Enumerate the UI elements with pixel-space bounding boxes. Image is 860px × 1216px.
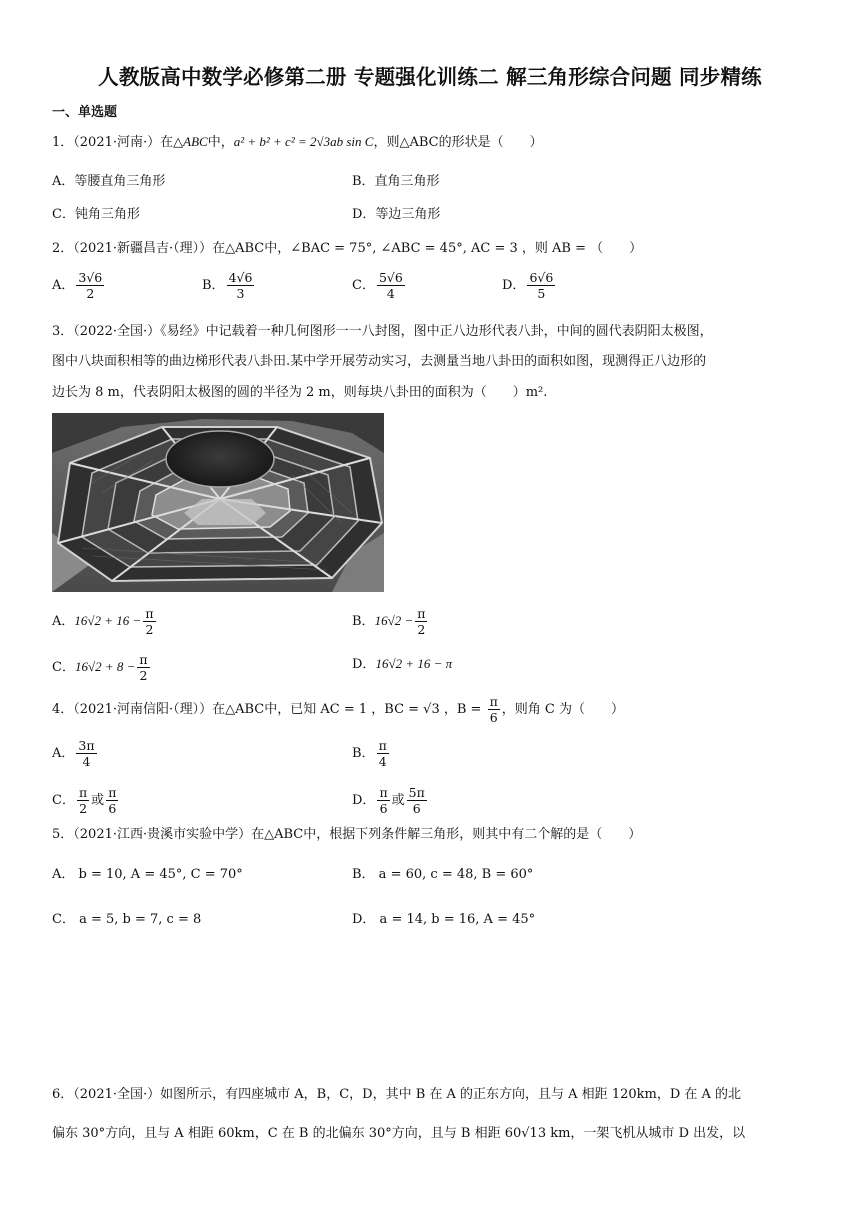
q1-triangle: △ABC (173, 134, 208, 149)
q4-option-b: B． $\frac{\pi}{4}$ (352, 738, 387, 769)
question-3-line-3: 边长为 8 m，代表阴阳太极图的圆的半径为 2 m，则每块八卦田的面积为（ ）m². (52, 385, 548, 400)
q3-option-a: A．16√2 + 16 − $\frac{\pi}{2}$ (52, 606, 154, 637)
question-4: 4．（2021·河南信阳·（理））在△ABC中，已知 AC = 1 ，BC = √3 ，B = $\frac{\pi}{6}$ ，则角 C 为（ ） (52, 694, 625, 725)
page-title: 人教版高中数学必修第二册 专题强化训练二 解三角形综合问题 同步精练 (98, 65, 762, 89)
q4-option-a: A． $\frac{3\pi}{4}$ (52, 738, 95, 769)
q1-option-a: A．等腰直角三角形 (52, 174, 166, 189)
question-3-line-2: 图中八块面积相等的曲边梯形代表八卦田.某中学开展劳动实习，去测量当地八卦田的面积如图，现测得正八边形的 (52, 354, 707, 369)
question-2: 2．（2021·新疆昌吉·（理））在△ABC中，∠BAC = 75°, ∠ABC = 45°, AC = 3 ，则 AB = （ ） (52, 241, 643, 256)
q2-option-b: B． $\frac{4√6}{3}$ (202, 270, 253, 301)
question-6-line-1: 6．（2021·全国·）如图所示，有四座城市 A，B，C，D，其中 B 在 A 的正东方向，且与 A 相距 120km，D 在 A 的北 (52, 1087, 742, 1102)
q3-option-d: D．16√2 + 16 − π (352, 656, 453, 672)
q4-option-d: D． $\frac{\pi}{6}$ 或 $\frac{5\pi}{6}$ (352, 785, 425, 816)
question-6-line-2: 偏东 30°方向，且与 A 相距 60km，C 在 B 的北偏东 30°方向，且与 B 相距 60√13 km，一架飞机从城市 D 出发，以 (52, 1126, 746, 1141)
q2-option-a: A． $\frac{3√6}{2}$ (52, 270, 103, 301)
q1-option-b: B．直角三角形 (352, 174, 440, 189)
question-5: 5．（2021·江西·贵溪市实验中学）在△ABC中，根据下列条件解三角形，则其中有二个解的是（ ） (52, 827, 642, 842)
q1-mid: 中， (207, 135, 234, 150)
section-heading: 一、单选题 (52, 105, 118, 120)
q3-a-fraction: $\frac{\pi}{2}$ (145, 606, 154, 637)
q3-c-fraction: $\frac{\pi}{2}$ (139, 652, 148, 683)
q2-b-fraction: $\frac{4√6}{3}$ (228, 270, 253, 301)
question-1 (52, 133, 543, 152)
q3-b-fraction: $\frac{\pi}{2}$ (417, 606, 426, 637)
q5-option-b: B． a = 60, c = 48, B = 60° (352, 867, 534, 882)
q2-c-fraction: $\frac{5√6}{4}$ (378, 270, 403, 301)
q1-option-d: D．等边三角形 (352, 207, 441, 222)
q2-d-fraction: $\frac{6√6}{5}$ (529, 270, 554, 301)
q4-option-c: C． $\frac{\pi}{2}$ 或 $\frac{\pi}{6}$ (52, 785, 117, 816)
q1-suffix: ，则△ABC的形状是（ ） (373, 135, 543, 150)
q5-option-c: C． a = 5, b = 7, c = 8 (52, 912, 202, 927)
q5-option-a: A． b = 10, A = 45°, C = 70° (52, 867, 243, 882)
q4-b-fraction: $\frac{\pi}{6}$ (489, 694, 498, 725)
q2-a-fraction: $\frac{3√6}{2}$ (78, 270, 103, 301)
bagua-field-photo (52, 413, 384, 592)
q1-prefix: 1．（2021·河南·）在 (52, 135, 174, 150)
q2-option-d: D． $\frac{6√6}{5}$ (502, 270, 554, 301)
question-3-line-1: 3．（2022·全国·）《易经》中记载着一种几何图形一一八封图，图中正八边形代表八卦，中间的圆代表阴阳太极图， (52, 324, 713, 339)
q3-option-c: C．16√2 + 8 − $\frac{\pi}{2}$ (52, 652, 148, 683)
q2-option-c: C． $\frac{5√6}{4}$ (352, 270, 403, 301)
q3-option-b: B．16√2 − $\frac{\pi}{2}$ (352, 606, 426, 637)
q5-option-d: D． a = 14, b = 16, A = 45° (352, 912, 536, 927)
q1-option-c: C．钝角三角形 (52, 207, 140, 222)
q1-formula: a² + b² + c² = 2√3ab sin C (233, 134, 374, 149)
